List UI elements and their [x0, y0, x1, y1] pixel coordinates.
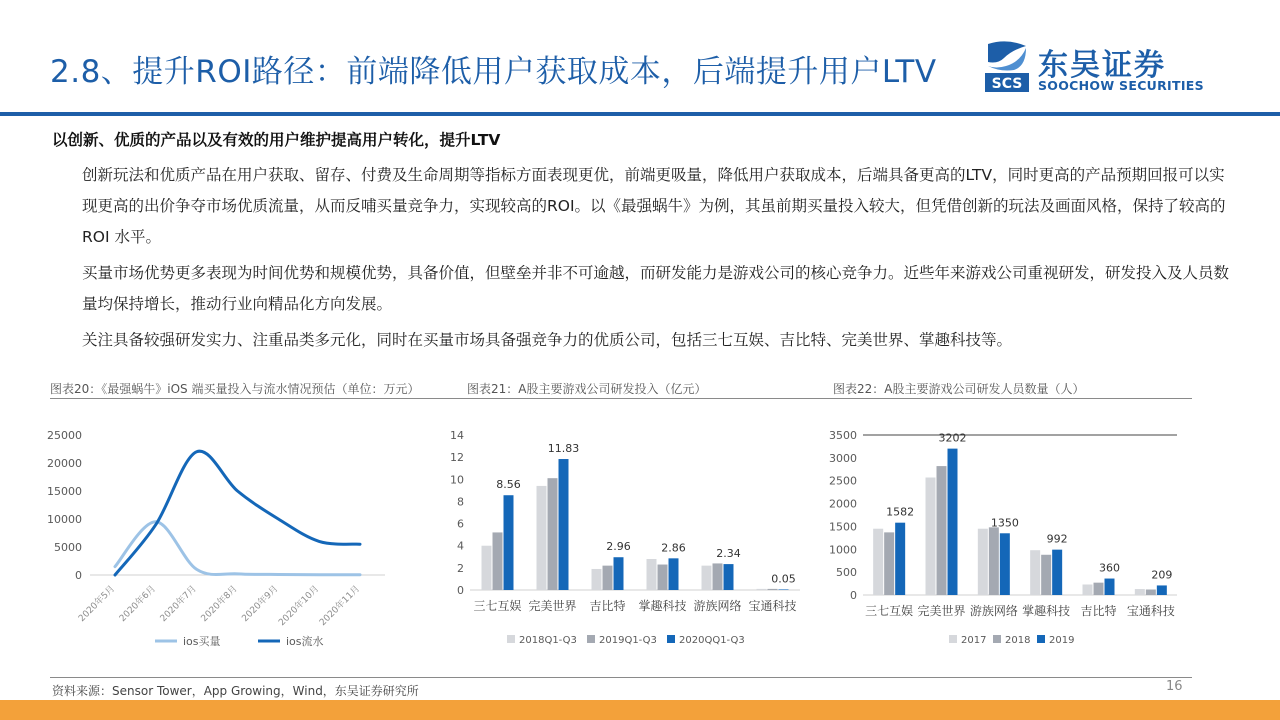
bar: [1105, 579, 1115, 595]
scs-logo-icon: [982, 40, 1032, 94]
y-tick-label: 25000: [47, 429, 82, 442]
bar: [1030, 550, 1040, 595]
legend-swatch: [949, 635, 957, 643]
data-label: 1350: [990, 516, 1019, 530]
page-title: 2.8、提升ROI路径：前端降低用户获取成本，后端提升用户LTV: [50, 54, 937, 90]
caption-divider: [50, 398, 1192, 399]
bar: [548, 478, 558, 590]
data-label: 360: [1099, 561, 1120, 575]
x-tick-label: 吉比特: [1080, 604, 1117, 618]
bar: [614, 557, 624, 590]
y-tick-label: 0: [457, 584, 464, 597]
data-label: 11.83: [547, 442, 580, 456]
bullet-text: 关注具备较强研发实力、注重品类多元化，同时在买量市场具备强竞争力的优质公司，包括三七互娱、吉比特、完美世界、掌趣科技等。: [82, 331, 1013, 349]
legend-label: 2019: [1049, 635, 1075, 646]
y-tick-label: 3000: [829, 451, 857, 465]
y-tick-label: 2000: [829, 497, 857, 511]
x-tick-label: 完美世界: [528, 599, 577, 613]
footer-bar: [0, 700, 1280, 720]
legend-label: 2018: [1005, 635, 1031, 646]
x-tick-label: 完美世界: [917, 604, 966, 618]
bar: [948, 449, 958, 595]
bar: [559, 459, 569, 590]
x-tick-label: 宝通科技: [1126, 604, 1175, 618]
bullet-text: 创新玩法和优质产品在用户获取、留存、付费及生命周期等指标方面表现更优，前端更吸量，降低用户获取成本，后端具备更高的LTV，同时更高的产品预期回报可以实现更高的出价争夺市场优质流量，从而反哺买量竞争力，实现较高的ROI。以《最强蜗牛》为例，其虽前期买量投入较大，但凭借创新的玩法及画面风格，保持了较高的 ROI 水平。: [82, 166, 1226, 246]
bar: [926, 478, 936, 595]
data-label: 2.86: [661, 541, 686, 555]
legend-label: 2018Q1-Q3: [519, 635, 577, 646]
bar: [1094, 583, 1104, 595]
x-tick-label: 2020年7月: [158, 584, 199, 625]
data-label: 992: [1046, 532, 1068, 546]
y-tick-label: 500: [836, 566, 857, 580]
y-tick-label: 2: [457, 561, 464, 575]
legend-label: 2020QQ1-Q3: [679, 635, 745, 646]
legend-swatch: [667, 635, 675, 643]
bar: [592, 569, 602, 590]
bar: [724, 564, 734, 590]
bar: [1041, 555, 1051, 595]
legend-label: ios流水: [286, 635, 324, 648]
line-chart-snail-ios: [40, 420, 420, 660]
data-label: 1582: [886, 505, 915, 519]
bar: [504, 495, 514, 590]
x-tick-label: 吉比特: [589, 599, 626, 613]
bar: [1000, 533, 1010, 595]
y-tick-label: 8: [457, 495, 464, 509]
title-divider: [0, 112, 1280, 116]
chart-caption-21: 图表21：A股主要游戏公司研发投入（亿元）: [467, 382, 707, 396]
x-tick-label: 游族网络: [693, 599, 742, 613]
source-note: 资料来源：Sensor Tower，App Growing，Wind，东吴证券研究所: [52, 684, 419, 698]
legend-swatch: [507, 635, 515, 643]
x-tick-label: 掌趣科技: [638, 599, 687, 613]
legend-label: ios买量: [183, 635, 221, 648]
y-tick-label: 3500: [829, 429, 857, 442]
bar: [895, 523, 905, 595]
x-tick-label: 掌趣科技: [1022, 604, 1071, 618]
logo-english-name: SOOCHOW SECURITIES: [1038, 78, 1204, 93]
y-tick-label: 12: [450, 451, 464, 465]
x-tick-label: 2020年8月: [199, 584, 240, 625]
page-number: 16: [1166, 679, 1183, 694]
data-label: 209: [1151, 568, 1173, 582]
data-label: 8.56: [496, 478, 521, 492]
bar: [757, 589, 767, 590]
legend-label: 2019Q1-Q3: [599, 635, 657, 646]
x-tick-label: 2020年11月: [318, 584, 363, 629]
bar: [713, 563, 723, 590]
x-tick-label: 三七互娱: [865, 604, 914, 618]
y-tick-label: 10000: [47, 513, 82, 526]
bar: [937, 466, 947, 595]
y-tick-label: 5000: [54, 541, 82, 554]
bar: [669, 558, 679, 590]
lead-statement: 以创新、优质的产品以及有效的用户维护提高用户转化，提升LTV: [52, 131, 501, 149]
bar-chart-rd-staff: [815, 420, 1195, 660]
bar: [1157, 585, 1167, 595]
bar: [537, 486, 547, 590]
y-tick-label: 0: [850, 589, 857, 602]
bar: [658, 565, 668, 590]
logo-chinese-name: 东吴证券: [1038, 48, 1166, 83]
logo-mark-text: SCS: [991, 76, 1023, 92]
legend-swatch: [1037, 635, 1045, 643]
bar: [482, 546, 492, 590]
bar: [1052, 550, 1062, 595]
bar: [603, 566, 613, 590]
y-tick-label: 4: [457, 539, 464, 553]
y-tick-label: 6: [457, 517, 464, 531]
y-tick-label: 14: [450, 429, 464, 442]
legend-swatch: [993, 635, 1001, 643]
bar: [989, 527, 999, 595]
source-divider: [50, 677, 1192, 678]
x-tick-label: 2020年6月: [117, 584, 158, 625]
x-tick-label: 2020年10月: [277, 584, 322, 629]
legend-swatch: [587, 635, 595, 643]
series-line: [115, 451, 360, 575]
y-tick-label: 1500: [829, 520, 857, 534]
bar-chart-rd-investment: [430, 420, 810, 660]
data-label: 2.96: [606, 540, 631, 554]
bar: [493, 532, 503, 590]
x-tick-label: 2020年5月: [77, 584, 118, 625]
y-tick-label: 2500: [829, 474, 857, 488]
bar: [1135, 589, 1145, 595]
y-tick-label: 20000: [47, 457, 82, 470]
bullet-text: 买量市场优势更多表现为时间优势和规模优势，具备价值，但壁垒并非不可逾越，而研发能力是游戏公司的核心竞争力。近些年来游戏公司重视研发，研发投入及人员数量均保持增长，推动行业向精品化方向发展。: [82, 264, 1230, 313]
bar: [702, 566, 712, 590]
y-tick-label: 15000: [47, 485, 82, 498]
bar: [647, 559, 657, 590]
bar: [1083, 584, 1093, 595]
bar: [768, 589, 778, 590]
legend-label: 2017: [961, 635, 987, 646]
x-tick-label: 三七互娱: [473, 599, 522, 613]
company-logo: [982, 40, 1212, 96]
y-tick-label: 1000: [829, 543, 857, 557]
y-tick-label: 10: [450, 473, 464, 487]
data-label: 2.34: [716, 547, 741, 561]
x-tick-label: 游族网络: [969, 604, 1018, 618]
data-label: 3202: [938, 431, 967, 445]
bar: [873, 529, 883, 595]
bar: [884, 532, 894, 595]
y-tick-label: 0: [75, 569, 82, 582]
bar: [978, 529, 988, 595]
x-tick-label: 宝通科技: [748, 599, 797, 613]
bar: [1146, 590, 1156, 595]
chart-caption-22: 图表22：A股主要游戏公司研发人员数量（人）: [833, 382, 1085, 396]
bar: [779, 589, 789, 590]
data-label: 0.05: [771, 572, 796, 586]
x-tick-label: 2020年9月: [240, 584, 281, 625]
chart-caption-20: 图表20：《最强蜗牛》iOS 端买量投入与流水情况预估（单位：万元）: [50, 382, 420, 396]
